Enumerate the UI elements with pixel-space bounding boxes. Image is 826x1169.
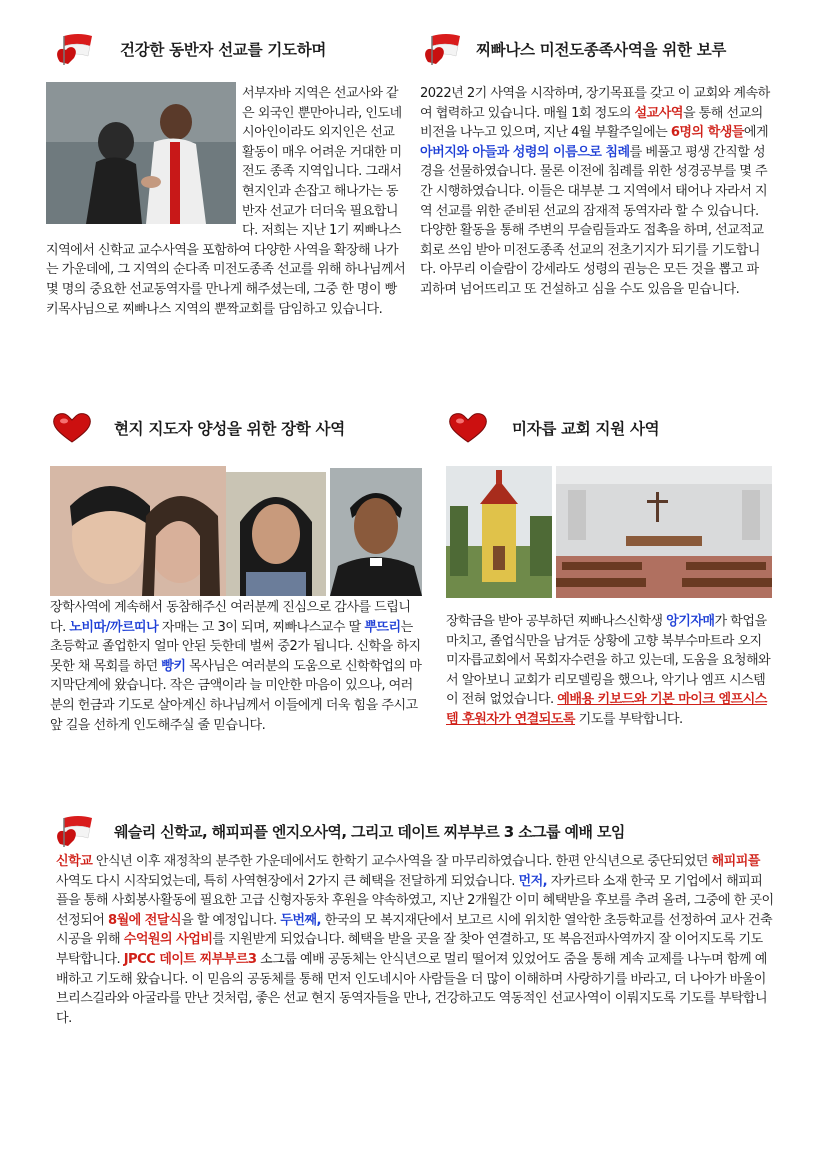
section5-text: 신학교 안식년 이후 재정착의 분주한 가운데에서도 한학기 교수사역을 잘 마무리하였습니다. 한편 안식년으로 중단되었던 해피피플 사역도 다시 시작되었는데, 특히 사역현장에서 2가지 큰 혜택을 전달하게 되었습니다. 먼저, 자카르타 소재 한국 모 기업에서 해피피플을 통해 사회봉사활동에 필요한 고급 신형자동차 후원을 약속하였고, 지난 2개월간 이미 혜택받을 후보를 추려 올려, 그중에 한 곳이 선정되어 8월에 전달식을 할 예정입니다. 두번째, 한국의 모 복지재단에서 보고르 시에 위치한 열악한 초등학교를 선정하여 교사 건축시공을 위해 수억원의 사업비를 지원받게 되었습니다. 혜택을 받을 곳을 잘 찾아 연결하고, 또 복음전파사역까지 잘 이어지도록 기도부탁합니다. JPCC 데이트 찌부부르3 소그룹 예배 공동체는 안식년으로 멀리 떨어져 있었어도 줌을 통해 계속 교제를 나누며 함께 예배하고 기도해 왔습니다. 이 믿음의 공동체를 통해 먼저 인도네시아 사람들을 더 많이 이해하며 사랑하기를 바라고, 더 나아가 바울이 브리스길라와 아굴라를 만난 것처럼, 좋은 선교 현지 동역자들을 만나, 건강하고도 역동적인 선교사역이 이뤄지도록 기도를 부탁합니다.: [56, 854, 774, 1026]
baptism-highlight: 아버지와 아들과 성령의 이름으로 침례: [420, 144, 630, 160]
section4-title: 미자릅 교회 지원 사역: [512, 420, 660, 438]
section2-text: 2022년 2기 사역을 시작하며, 장기목표를 갖고 이 교회와 계속하여 협력하고 있습니다. 매월 1회 정도의 설교사역을 통해 선교의 비전을 나누고 있으며, 지난 4월 부활주일에는 6명의 학생들에게 아버지와 아들과 성령의 이름으로 침례를 베풀고 평생 간직할 성경을 선물하였습니다. 물론 이전에 침례를 위한 성경공부를 몇 주간 시행하였습니다. 이들은 대부분 그 지역에서 태어나 자라서 지역 선교를 위한 준비된 선교의 잠재적 동역자라 할 수 있습니다. 다양한 활동을 통해 주변의 무슬림들과도 접촉을 하며, 선교적교회로 쓰임 받아 미전도종족 선교의 전초기지가 되기를 기도합니다. 아무리 이슬람이 강세라도 성령의 권능은 모든 것을 뽑고 파괴하며 넘어뜨리고 또 건설하고 심을 수도 있음을 믿습니다.: [420, 86, 770, 297]
jpcc-highlight: JPCC 데이트 찌부부르3: [123, 951, 257, 967]
anggi-highlight: 앙기자매: [666, 614, 715, 629]
section1-text: 서부자바 지역은 선교사와 같은 외국인 뿐만아니라, 인도네시아인이라도 외지인은 선교활동이 매우 어려운 거대한 미전도 종족 지역입니다. 그래서 현지인과 손잡고 해나가는 동반자 선교가 더더욱 필요합니다. 저희는 지난 1기 찌빠나스지역에서 신학교 교수사역을 포함하여 다양한 사역을 확장해 나가는 가운데에, 그 지역의 순다족 미전도종족 선교를 위해 하나님께서 몇 명의 중요한 선교동역자를 만나게 해주셨는데, 그중 한 명이 빵키목사님으로 찌빠나스 지역의 뿐짝교회를 담임하고 있습니다.: [46, 86, 406, 317]
indonesia-flag-heart-icon: [50, 814, 106, 848]
first-highlight: 먼저,: [518, 873, 548, 889]
section5-header: [50, 814, 625, 848]
heart-icon: [446, 410, 490, 446]
indonesia-flag-heart-icon: [50, 32, 106, 66]
section3-title: 현지 지도자 양성을 위한 장학 사역: [114, 420, 345, 438]
section1-title: 건강한 동반자 선교를 기도하며: [120, 41, 327, 59]
sermon-ministry-highlight: 설교사역: [634, 105, 683, 121]
putri-highlight: 뿌뜨리: [364, 619, 401, 635]
project-budget-highlight: 수억원의 사업비: [123, 932, 213, 948]
seminary-highlight: 신학교: [56, 854, 93, 869]
august-ceremony-highlight: 8월에 전달식: [108, 912, 182, 928]
section1-header: [50, 32, 326, 66]
section4-header: [446, 410, 659, 446]
pastor-photo: [330, 468, 422, 596]
section5-title: 웨슬리 신학교, 해피피플 엔지오사역, 그리고 데이트 찌부부르 3 소그룹 예배 모임: [114, 822, 625, 841]
pangky-highlight: 빵키: [161, 658, 186, 674]
students-photo-2: [226, 472, 326, 596]
section3-header: [50, 410, 345, 446]
keyboard-request-highlight: 예배용 키보드와 기본 마이크 엠프시스템 후원자가 연결되도록: [446, 692, 767, 727]
students-highlight: 6명의 학생들: [670, 125, 744, 141]
section2-title: 찌빠나스 미전도종족사역을 위한 보루: [476, 41, 727, 59]
second-highlight: 두번째,: [280, 912, 321, 928]
indonesia-flag-heart-icon: [418, 32, 474, 66]
section2-header: [418, 32, 726, 66]
happy-people-highlight: 해피피플: [711, 854, 760, 869]
students-photo-1: [50, 466, 226, 596]
section3-text: 장학사역에 계속해서 동참해주신 여러분께 진심으로 감사를 드립니다. 노비따/까르띠나 자매는 고 3이 되며, 찌빠나스교수 딸 뿌뜨리는 초등학교 졸업한지 얼마 안된 듯한데 벌써 중2가 됩니다. 신학을 하지 못한 채 목회를 하던 빵키 목사님은 여러분의 도움으로 신학학업의 마지막단계에 왔습니다. 작은 금액이라 늘 미안한 마음이 있으나, 여러분의 헌금과 기도로 살아계신 하나님께서 이들에게 더욱 힘을 주시고 앞 길을 선하게 인도해주실 줄 믿습니다.: [50, 600, 422, 733]
section4-text: 장학금을 받아 공부하던 찌빠나스신학생 앙기자매가 학업을 마치고, 졸업식만을 남겨둔 상황에 고향 북부수마트라 오지 미자릅교회에서 목회자수련을 하고 있는데, 도움을 요청해와서 알아보니 교회가 리모델링을 했으나, 악기나 엠프 시스템이 전혀 없었습니다. 예배용 키보드와 기본 마이크 엠프시스템 후원자가 연결되도록 기도를 부탁합니다.: [446, 614, 771, 727]
church-exterior-photo: [446, 466, 552, 598]
church-interior-photo: [556, 466, 772, 598]
heart-icon: [50, 410, 94, 446]
novita-kartina-highlight: 노비따/까르띠나: [69, 619, 159, 635]
